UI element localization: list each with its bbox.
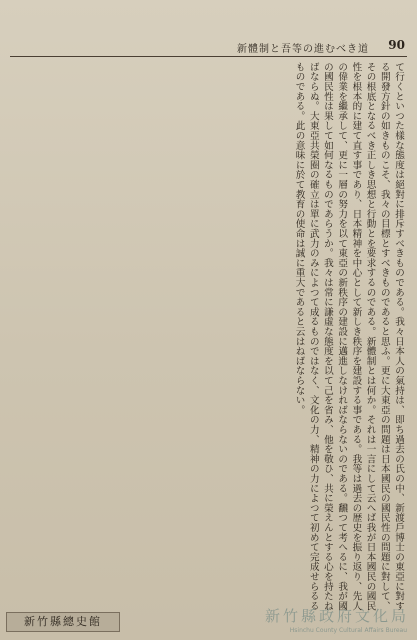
page-number: 90 (388, 38, 405, 52)
watermark-english: Hsinchu County Cultural Affairs Bureau (289, 627, 407, 634)
header-rule (10, 56, 407, 57)
watermark: 新竹縣政府文化局 (264, 607, 409, 625)
library-seal: 新竹縣總史館 (6, 612, 120, 632)
body-text: て行くといつた樣な態度は絕對に排斥すべきものである。我々日本人の氣持は、即ち過去の氏の中、新渡戶博士の東亞に對する開發方針の如きものこそ、我々の目標とすべきものであると思ふ。更に大東亞の問題は日本國民の國民性の問題に對して、その根底となるべき正しき思想と行動とを要求するのである。新體制とは何か。それは一言にして云へば我が日本國民の國民性を根本的に建て直す事であり、日本精神を中心として新しき秩序を建設する事である。我等は過去の歴史を振り返り、先人の偉業を繼承して、更に一層の努力を以て東亞の新秩序の建設に邁進しなければならないのである。飜つて考へるに、我が國の國民性は果して如何なるものであらうか。我々は常に謙虛な態度を以て己を省み、他を敬ひ、共に榮えんとする心を持たねばならぬ。大東亞共榮圈の確立は單に武力のみによつて成るものではなく、文化の力、精神の力によつて初めて完成せらるるものである。此の意味に於て教育の使命は誠に重大であると云はねばならない。 (293, 62, 404, 611)
running-title: 新體制と吾等の進むべき道 (237, 44, 369, 55)
